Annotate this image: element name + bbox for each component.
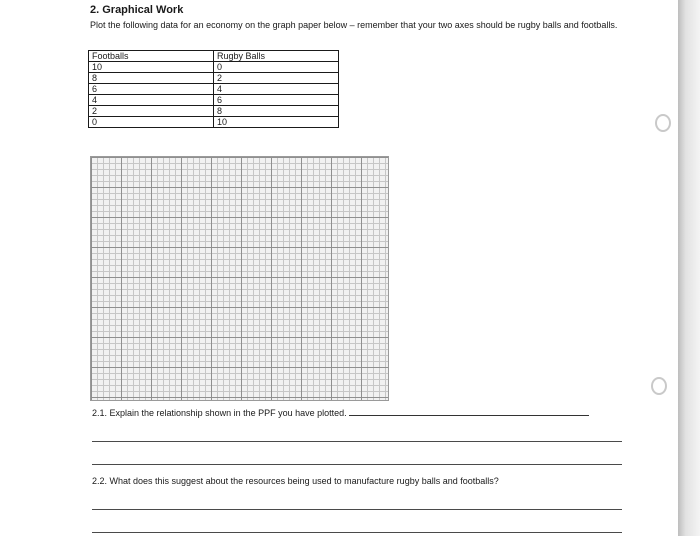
section-heading: 2. Graphical Work — [90, 4, 184, 16]
question-2-2 — [92, 476, 499, 486]
rugby-balls-cell: 2 — [214, 73, 339, 84]
footballs-cell: 10 — [89, 62, 214, 73]
answer-line[interactable] — [92, 509, 622, 510]
header-rugby-balls: Rugby Balls — [214, 51, 339, 62]
rugby-balls-cell: 10 — [214, 117, 339, 128]
binder-hole-icon — [651, 377, 667, 395]
page-edge-shadow — [678, 0, 700, 536]
footballs-cell: 4 — [89, 95, 214, 106]
header-footballs: Footballs — [89, 51, 214, 62]
graph-paper[interactable] — [90, 156, 389, 401]
answer-line-inline[interactable] — [349, 407, 589, 416]
rugby-balls-cell: 8 — [214, 106, 339, 117]
footballs-cell: 6 — [89, 84, 214, 95]
rugby-balls-cell: 6 — [214, 95, 339, 106]
table-row — [89, 73, 339, 84]
question-2-2-text: 2.2. What does this suggest about the resources being used to manufacture rugby balls and footballs? — [92, 476, 499, 486]
table-row — [89, 106, 339, 117]
table-row — [89, 117, 339, 128]
answer-line[interactable] — [92, 532, 622, 533]
question-2-1 — [92, 407, 589, 418]
data-table — [88, 50, 339, 128]
footballs-cell: 0 — [89, 117, 214, 128]
instructions-text: Plot the following data for an economy on the graph paper below – remember that your two axes should be rugby balls and footballs. — [90, 20, 618, 30]
table-row — [89, 84, 339, 95]
table-row — [89, 95, 339, 106]
table-row — [89, 62, 339, 73]
question-2-1-text: 2.1. Explain the relationship shown in the PPF you have plotted. — [92, 408, 347, 418]
table-header-row — [89, 51, 339, 62]
answer-line[interactable] — [92, 464, 622, 465]
binder-hole-icon — [655, 114, 671, 132]
footballs-cell: 8 — [89, 73, 214, 84]
answer-line[interactable] — [92, 441, 622, 442]
rugby-balls-cell: 4 — [214, 84, 339, 95]
footballs-cell: 2 — [89, 106, 214, 117]
rugby-balls-cell: 0 — [214, 62, 339, 73]
